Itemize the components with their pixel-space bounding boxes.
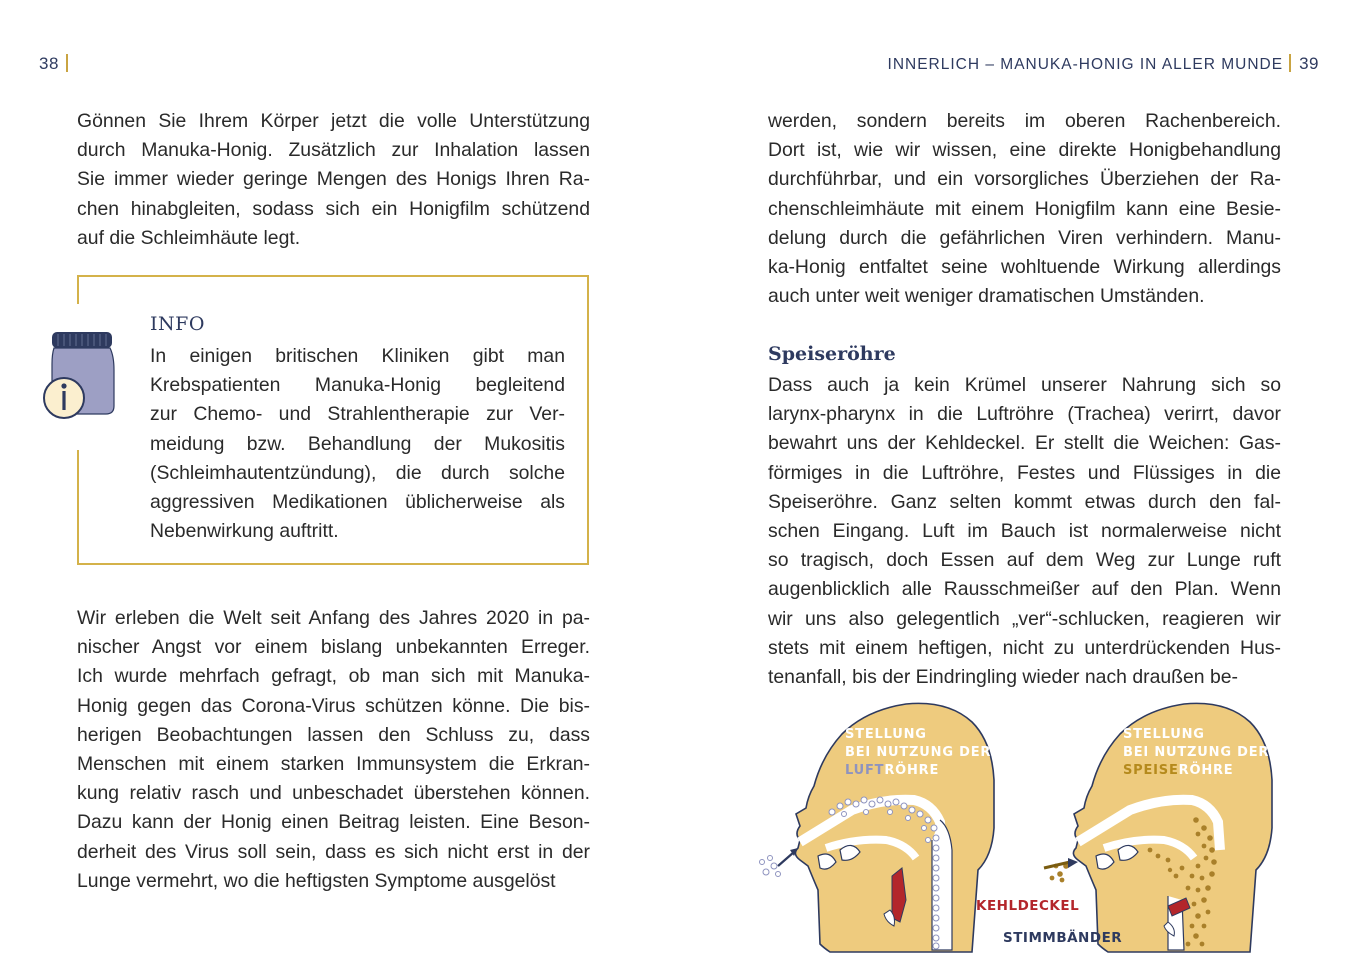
text-line: tenanfall, bis der Eindringling wieder nach draußen be- <box>768 666 1238 689</box>
intro-paragraph <box>77 107 590 253</box>
text-line: larynx-pharynx in die Luftröhre (Trachea) verirrt, davor <box>768 403 1281 426</box>
text-line: derheit des Virus soll sein, dass es sich nicht erst in der <box>77 840 590 863</box>
text-line: förmiges in die Luftröhre, Festes und Flüssiges in die <box>768 461 1281 484</box>
text-line: Speiseröhre. Ganz selten kommt etwas durch den fal- <box>768 490 1281 513</box>
info-text <box>150 342 565 546</box>
text-line: Honig gegen das Corona-Virus schützen könne. Die bis- <box>77 694 590 717</box>
info-text-line: Krebspatienten Manuka-Honig begleitend <box>150 374 565 397</box>
text-line: Menschen mit einem starken Immunsystem die Erkran- <box>77 753 590 776</box>
text-line: werden, sondern bereits im oberen Rachenbereich. <box>768 110 1281 132</box>
label-luftroehre: STELLUNG BEI NUTZUNG DER LUFTRÖHRE <box>845 727 992 778</box>
text-line: chen hinabgleiten, sodass sich ein Honigfilm schützend <box>77 197 590 220</box>
info-text-line: (Schleimhautentzündung), die durch solche <box>150 461 565 484</box>
text-line: auf die Schleimhäute legt. <box>77 226 301 249</box>
header-title: INNERLICH – MANUKA-HONIG IN ALLER MUNDE <box>887 56 1284 73</box>
text-line: chenschleimhäute mit einem Honigfilm kann eine Besie- <box>768 197 1281 220</box>
info-text-line: In einigen britischen Kliniken gibt man <box>150 345 565 367</box>
info-text-line: aggressiven Medikationen üblicherweise als <box>150 491 565 514</box>
text-line: delung durch die gefährlichen Viren verhindern. Manu- <box>768 226 1281 249</box>
text-line: nischer Angst vor einem bislang unbekannten Erreger. <box>77 636 590 659</box>
subheading-speiseroehre: Speiseröhre <box>768 343 896 365</box>
info-text-line: Nebenwirkung auftritt. <box>150 520 339 543</box>
label-stimmbaender: STIMMBÄNDER <box>1003 930 1123 946</box>
text-line: Ich wurde mehrfach gefragt, ob man sich mit Manuka- <box>77 665 590 688</box>
text-line: auch unter weit weniger dramatischen Umständen. <box>768 285 1205 308</box>
running-header <box>888 54 1319 74</box>
info-text-line: meidung bzw. Behandlung der Mukositis <box>150 432 565 455</box>
text-line: stets mit einem heftigen, nicht zu unterdrückenden Hus- <box>768 636 1281 659</box>
speiseroehre-paragraph <box>768 371 1281 692</box>
text-line: Dort ist, wie wir wissen, eine direkte Honigbehandlung <box>768 139 1281 162</box>
label-speiseroehre: STELLUNG BEI NUTZUNG DER SPEISERÖHRE <box>1123 727 1270 778</box>
info-title: INFO <box>150 313 205 335</box>
text-line: kung relativ rasch und unbeschadet überstehen können. <box>77 782 590 805</box>
text-line: bewahrt uns der Kehldeckel. Er stellt die Weichen: Gas- <box>768 432 1281 455</box>
text-line: durchführbar, und ein vorsorgliches Überziehen der Ra- <box>768 168 1281 191</box>
text-line: durch Manuka-Honig. Zusätzlich zur Inhalation lassen <box>77 139 590 162</box>
page-number-left: 38 <box>39 54 68 74</box>
text-line: augenblicklich alle Rausschmeißer auf den Plan. Wenn <box>768 578 1281 601</box>
text-line: Gönnen Sie Ihrem Körper jetzt die volle Unterstützung <box>77 110 590 132</box>
label-kehldeckel: KEHLDECKEL <box>976 898 1080 914</box>
text-line: Wir erleben die Welt seit Anfang des Jahres 2020 in pa- <box>77 607 590 629</box>
text-line: Sie immer wieder geringe Mengen des Honigs Ihren Ra- <box>77 168 590 191</box>
text-line: ka-Honig entfaltet seine wohltuende Wirkung allerdings <box>768 256 1281 279</box>
text-line: herigen Beobachtungen lassen den Schluss zu, dass <box>77 723 590 746</box>
page-number-right: 39 <box>1299 54 1319 73</box>
honey-jar-info-icon <box>40 330 116 422</box>
text-line: Dazu kann der Honig einen Beitrag leisten. Eine Beson- <box>77 811 590 834</box>
text-line: schen Eingang. Luft im Bauch ist normalerweise nicht <box>768 520 1281 543</box>
text-line: so tragisch, doch Essen auf dem Weg zur Lunge ruft <box>768 549 1281 572</box>
text-line: wir uns also gelegentlich „ver“-schlucken, reagieren wir <box>768 607 1281 630</box>
swallowing-illustration <box>756 700 1286 962</box>
text-line: Dass auch ja kein Krümel unserer Nahrung sich so <box>768 374 1281 396</box>
info-text-line: zur Chemo- und Strahlentherapie zur Ver- <box>150 403 565 426</box>
body-paragraph <box>77 604 590 896</box>
continuation-paragraph <box>768 107 1281 311</box>
text-line: Lunge vermehrt, wo die heftigsten Symptome ausgelöst <box>77 869 556 892</box>
